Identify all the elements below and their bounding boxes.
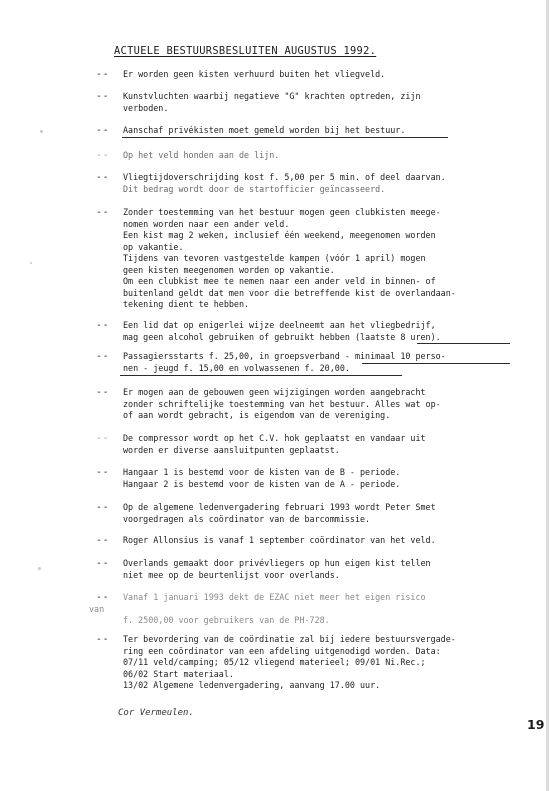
- item-dash: --: [96, 69, 110, 80]
- item-line: mag geen alcohol gebruiken of gebruikt hebben (laatste 8 uren).: [123, 331, 441, 342]
- item-dash: --: [96, 91, 110, 102]
- item-line: geen kisten meegenomen worden op vakantie.: [123, 264, 335, 275]
- item-line: f. 2500,00 voor gebruikers van de PH-728.: [123, 615, 330, 625]
- signature: Cor Vermeulen.: [118, 708, 194, 718]
- item-line: Overlands gemaakt door privévliegers op hun eigen kist tellen: [123, 558, 431, 568]
- item-line: van: [89, 603, 105, 614]
- item-dash: --: [96, 207, 110, 218]
- item-line: Vliegtijdoverschrijding kost f. 5,00 per 5 min. of deel daarvan.: [123, 172, 446, 182]
- item-dash: --: [96, 592, 110, 603]
- item-dash: --: [96, 634, 110, 645]
- item-dash: --: [96, 535, 110, 546]
- item-line: 06/02 Start materiaal.: [123, 668, 234, 679]
- item-line: niet mee op de beurtenlijst voor overlands.: [123, 569, 340, 580]
- item-line: Aanschaf privékisten moet gemeld worden bij het bestuur.: [123, 125, 406, 135]
- item-line: Een lid dat op enigerlei wijze deelneemt aan het vliegbedrijf,: [123, 320, 436, 330]
- page-number: 19: [527, 717, 545, 732]
- scan-speck: [40, 130, 43, 133]
- item-line: ring een coördinator van een afdeling uitgenodigd worden. Data:: [123, 645, 441, 656]
- item-dash: --: [96, 150, 110, 161]
- item-line: buitenland geldt dat men voor die betreffende kist de overlandaan-: [123, 287, 456, 298]
- item-line: Ter bevordering van de coördinatie zal bij iedere bestuursvergade-: [123, 634, 456, 644]
- item-dash: --: [96, 320, 110, 331]
- item-line: Roger Allonsius is vanaf 1 september coördinator van het veld.: [123, 535, 436, 545]
- item-line: De compressor wordt op het C.V. hok geplaatst en vandaar uit: [123, 433, 426, 443]
- item-line: Er worden geen kisten verhuurd buiten het vliegveld.: [123, 69, 386, 79]
- item-line: of aan wordt gebracht, is eigendom van de vereniging.: [123, 410, 391, 420]
- item-dash: --: [96, 502, 110, 513]
- item-line: Tijdens van tevoren vastgestelde kampen (vóór 1 april) mogen: [123, 253, 426, 263]
- item-line: Op het veld honden aan de lijn.: [123, 150, 280, 160]
- item-line: verboden.: [123, 102, 169, 113]
- scan-speck: [38, 567, 41, 570]
- item-line: Vanaf 1 januari 1993 dekt de EZAC niet meer het eigen risico: [123, 592, 426, 602]
- item-line: Dit bedrag wordt door de startofficier geïncasseerd.: [123, 183, 386, 194]
- item-line: nomen worden naar een ander veld.: [123, 218, 290, 229]
- item-line: Een kist mag 2 weken, inclusief één weekend, meegenomen worden: [123, 230, 436, 240]
- item-dash: --: [96, 125, 110, 136]
- item-line: nen - jeugd f. 15,00 en volwassenen f. 20,00.: [123, 362, 350, 373]
- item-dash: --: [96, 351, 110, 362]
- item-line: Er mogen aan de gebouwen geen wijzigingen worden aangebracht: [123, 387, 426, 397]
- item-dash: --: [96, 172, 110, 183]
- item-line: worden er diverse aansluitpunten geplaatst.: [123, 444, 340, 455]
- scan-speck: [30, 262, 32, 264]
- item-line: 07/11 veld/camping; 05/12 vliegend materieel; 09/01 Ni.Rec.;: [123, 657, 426, 667]
- underline-mark: [120, 375, 402, 376]
- item-dash: --: [96, 467, 110, 478]
- item-line: Om een clubkist mee te nemen naar een ander veld in binnen- of: [123, 276, 436, 286]
- underline-mark: [417, 343, 510, 344]
- item-line: Hangaar 2 is bestemd voor de kisten van de A - periode.: [123, 478, 401, 489]
- item-line: 13/02 Algemene ledenvergadering, aanvang 17.00 uur.: [123, 680, 381, 690]
- item-dash: --: [96, 558, 110, 569]
- item-line: Zonder toestemming van het bestuur mogen geen clubkisten meege-: [123, 207, 441, 217]
- item-line: op vakantie.: [123, 241, 184, 252]
- item-line: Op de algemene ledenvergadering februari 1993 wordt Peter Smet: [123, 502, 436, 512]
- document-title: ACTUELE BESTUURSBESLUITEN AUGUSTUS 1992.: [114, 45, 377, 57]
- item-line: voorgedragen als coördinator van de barcommissie.: [123, 513, 371, 524]
- item-line: zonder schriftelijke toestemming van het bestuur. Alles wat op-: [123, 398, 441, 409]
- item-dash: --: [96, 433, 110, 444]
- item-line: Hangaar 1 is bestemd voor de kisten van de B - periode.: [123, 467, 401, 477]
- underline-mark: [362, 363, 510, 364]
- item-line: tekening dient te hebben.: [123, 299, 250, 309]
- item-dash: --: [96, 387, 110, 398]
- underline-mark: [122, 137, 448, 138]
- item-line: Kunstvluchten waarbij negatieve "G" krachten optreden, zijn: [123, 91, 421, 101]
- item-line: Passagiersstarts f. 25,00, in groepsverband - minimaal 10 perso-: [123, 351, 446, 361]
